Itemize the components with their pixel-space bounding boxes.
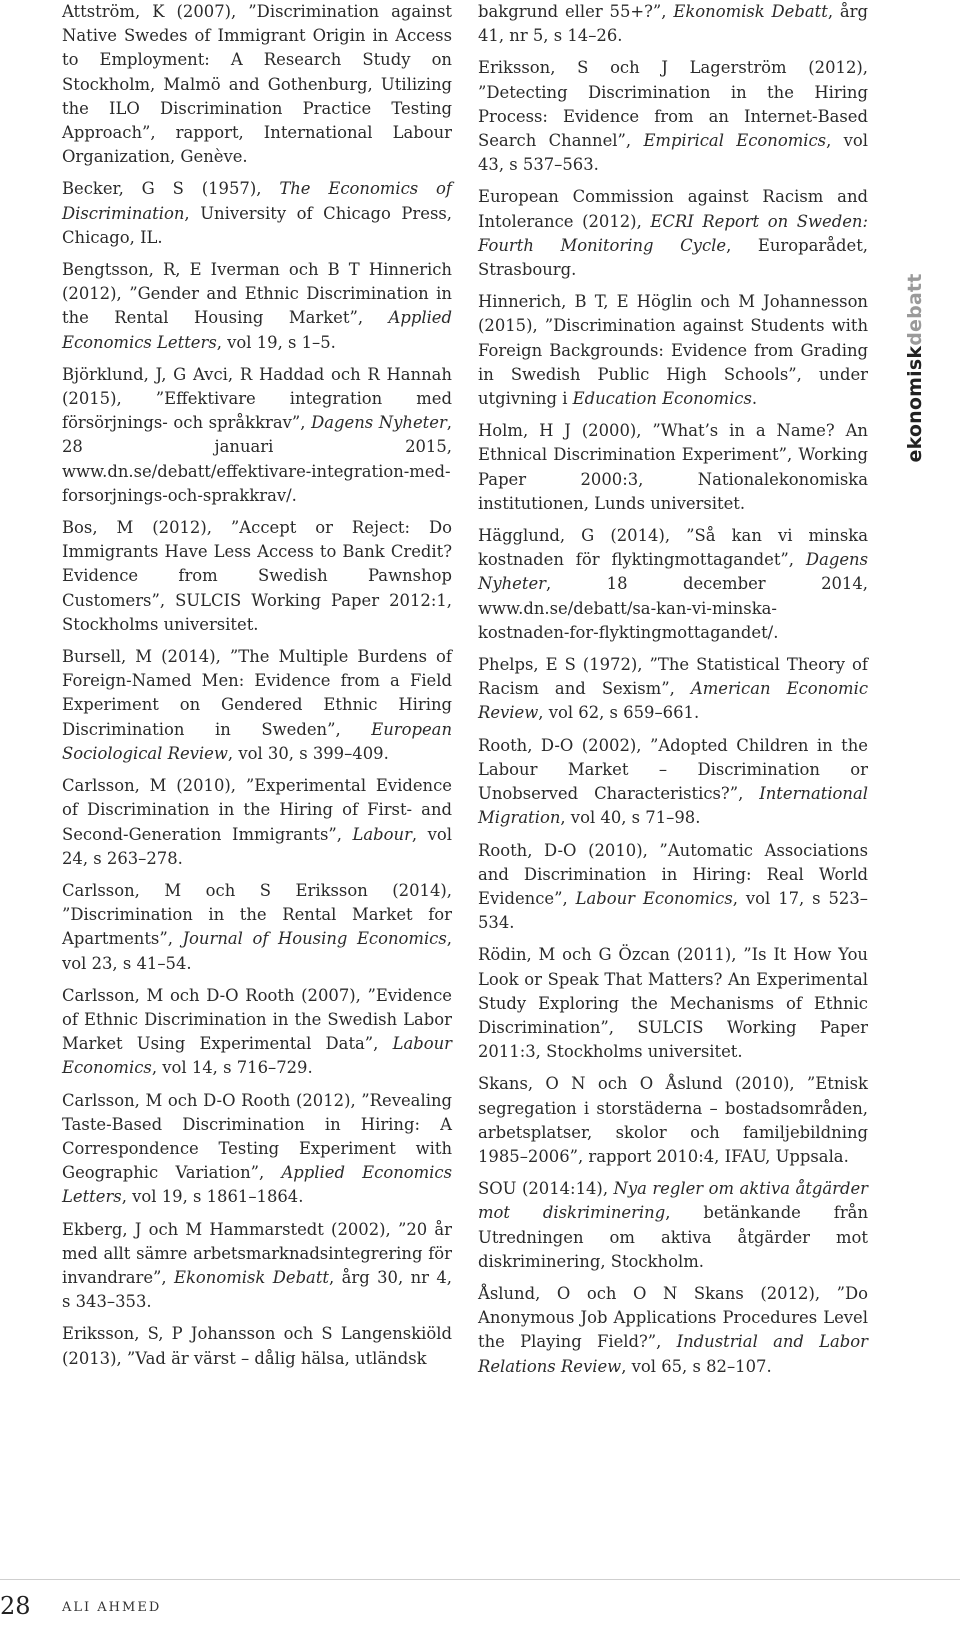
reference-entry (478, 56, 868, 177)
side-label-part1: ekonomisk (904, 345, 926, 463)
reference-details: , vol 23, s 41–54. (62, 929, 452, 973)
reference-text: Åslund, O och O N Skans (2012), ”Do Anonymous Job Applications Procedures Level the Playing Field?”, (478, 1283, 868, 1352)
page-number: 28 (0, 1592, 31, 1620)
reference-entry (62, 645, 452, 766)
reference-details: , vol 17, s 523–534. (478, 888, 868, 933)
reference-entry (62, 516, 452, 637)
reference-text: Björklund, J, G Avci, R Haddad och R Hannah (2015), ”Effektivare integration med försörjnings- och språkkrav”, (62, 364, 452, 433)
reference-title-italic: Nya regler om aktiva åtgärder mot diskriminering (478, 1179, 868, 1223)
reference-entry (62, 984, 452, 1081)
page-footer (0, 1592, 960, 1622)
reference-title-italic: Labour Economics (62, 1034, 452, 1078)
reference-text: Bursell, M (2014), ”The Multiple Burdens of Foreign-Named Men: Evidence from a Field Experiment on Gendered Ethnic Hiring Discrimination in Sweden”, (62, 647, 452, 739)
reference-details: , vol 62, s 659–661. (538, 703, 700, 723)
reference-text: Ekberg, J och M Hammarstedt (2002), ”20 år med allt sämre arbetsmarknadsintegrering för invandrare”, (62, 1219, 452, 1287)
reference-details: , betänkande från Utredningen om aktiva åtgärder mot diskriminering, Stockholm. (478, 1203, 869, 1271)
reference-entry (478, 290, 868, 411)
reference-text: Becker, G S (1957), (62, 179, 280, 199)
reference-details: , Europarådet, Strasbourg. (478, 235, 868, 280)
reference-title-italic: ECRI Report on Sweden: Fourth Monitoring Cycle (478, 211, 868, 255)
side-label-part2: debatt (904, 273, 926, 346)
reference-title-italic: European Sociological Review (62, 719, 452, 763)
reference-details: . (751, 389, 758, 409)
reference-details: , vol 40, s 71–98. (560, 808, 701, 828)
reference-title-italic: The Economics of Discrimination (62, 179, 452, 223)
reference-text: Eriksson, S, P Johansson och S Langenskiöld (2013), ”Vad är värst – dålig hälsa, utländsk (62, 1324, 452, 1368)
reference-details: , 28 januari 2015, www.dn.se/debatt/effektivare-integration-med-forsorjnings-och-sprakkrav/. (62, 413, 452, 505)
reference-details: , vol 19, s 1–5. (216, 332, 336, 352)
reference-text: Skans, O N och O Åslund (2010), ”Etnisk segregation i storstäderna – bostadsområden, arbetsplatser, skolor och familjebildning 1985–2006”, rapport 2010:4, IFAU, Uppsala. (478, 1074, 868, 1166)
reference-title-italic: Empirical Economics (643, 131, 827, 151)
reference-title-italic: International Migration (478, 784, 868, 828)
reference-text: Bos, M (2012), ”Accept or Reject: Do Immigrants Have Less Access to Bank Credit? Evidence from Swedish Pawnshop Customers”, SULCIS Working Paper 2012:1, Stockholms universitet. (62, 518, 452, 634)
reference-text: Hägglund, G (2014), ”Så kan vi minska kostnaden för flyktingmottagandet”, (478, 526, 868, 570)
reference-entry (62, 0, 452, 169)
reference-details: , vol 19, s 1861–1864. (121, 1187, 304, 1207)
reference-text: Holm, H J (2000), ”What’s in a Name? An Ethnical Discrimination Experiment”, Working Paper 2000:3, Nationalekonomiska institutionen, Lunds universitet. (478, 421, 868, 513)
reference-details: , vol 65, s 82–107. (621, 1356, 772, 1376)
reference-entry (62, 363, 452, 508)
reference-entry (478, 524, 868, 645)
reference-title-italic: Applied Economics Letters (62, 1163, 452, 1207)
reference-title-italic: Ekonomisk Debatt (673, 2, 828, 21)
reference-column-left (62, 0, 452, 1379)
reference-text: SOU (2014:14), (478, 1179, 614, 1199)
reference-entry (62, 1089, 452, 1210)
reference-entry (62, 1322, 452, 1370)
reference-text: European Commission against Racism and Intolerance (2012), (478, 187, 868, 231)
reference-details: , vol 24, s 263–278. (62, 824, 452, 868)
reference-details: , vol 14, s 716–729. (151, 1058, 313, 1078)
reference-title-italic: Education Economics (572, 389, 752, 409)
reference-details: , vol 30, s 399–409. (227, 743, 389, 763)
reference-entry (478, 653, 868, 726)
reference-text: Carlsson, M (2010), ”Experimental Evidence of Discrimination in the Hiring of First- and Second-Generation Immigrants”, (62, 776, 452, 844)
reference-title-italic: Labour (352, 824, 412, 844)
reference-details: , 18 december 2014, www.dn.se/debatt/sa-kan-vi-minska-kostnaden-for-flyktingmottagandet/. (478, 574, 868, 642)
reference-text: Phelps, E S (1972), ”The Statistical Theory of Racism and Sexism”, (478, 655, 868, 699)
reference-details: , University of Chicago Press, Chicago, IL. (62, 203, 452, 247)
reference-text: Attström, K (2007), ”Discrimination against Native Swedes of Immigrant Origin in Access to Employment: A Research Study on Stockholm, Malmö and Gothenburg, Utilizing the ILO Discrimination Practice Testing Approach”, rapport, International Labour Organization, Genève. (62, 2, 452, 167)
reference-entry (478, 0, 868, 48)
running-author: ALI AHMED (62, 1600, 162, 1615)
reference-title-italic: Industrial and Labor Relations Review (478, 1332, 868, 1376)
reference-entry (62, 258, 452, 355)
reference-title-italic: Labour Economics (575, 888, 733, 908)
reference-text: Carlsson, M och D-O Rooth (2012), ”Revealing Taste-Based Discrimination in Hiring: A Correspondence Testing Experiment with Geographic Variation”, (62, 1090, 452, 1183)
reference-text: Carlsson, M och S Eriksson (2014), ”Discrimination in the Rental Market for Apartments”, (62, 880, 452, 949)
reference-text: Rödin, M och G Özcan (2011), ”Is It How You Look or Speak That Matters? An Experimental Study Exploring the Mechanisms of Ethnic Discrimination”, SULCIS Working Paper 2011:3, Stockholms universitet. (478, 945, 868, 1062)
reference-column-right (478, 0, 868, 1387)
reference-text: Eriksson, S och J Lagerström (2012), ”Detecting Discrimination in the Hiring Process: Evidence from an Internet-Based Search Channel”, (478, 58, 868, 151)
reference-entry (478, 943, 868, 1064)
reference-text: Rooth, D-O (2010), ”Automatic Associations and Discrimination in Hiring: Real World Evidence”, (478, 840, 868, 908)
footer-divider (0, 1579, 960, 1580)
reference-entry (62, 177, 452, 250)
reference-text: bakgrund eller 55+?”, (478, 2, 674, 21)
reference-text: Rooth, D-O (2002), ”Adopted Children in the Labour Market – Discrimination or Unobserved Characteristics?”, (478, 735, 868, 804)
reference-details: , årg 41, nr 5, s 14–26. (478, 2, 868, 46)
reference-title-italic: Dagens Nyheter (311, 413, 447, 433)
reference-entry (62, 1218, 452, 1315)
reference-text: Hinnerich, B T, E Höglin och M Johannesson (2015), ”Discrimination against Students with Foreign Backgrounds: Evidence from Grading in Swedish Public High Schools”, under utgivning i (478, 292, 868, 409)
reference-title-italic: Ekonomisk Debatt (174, 1267, 330, 1287)
reference-text: Bengtsson, R, E Iverman och B T Hinnerich (2012), ”Gender and Ethnic Discrimination in the Rental Housing Market”, (62, 260, 452, 328)
reference-entry (478, 1072, 868, 1169)
reference-text: Carlsson, M och D-O Rooth (2007), ”Evidence of Ethnic Discrimination in the Swedish Labor Market Using Experimental Data”, (62, 985, 452, 1054)
reference-entry (478, 1177, 868, 1274)
reference-entry (478, 185, 868, 282)
reference-title-italic: Dagens Nyheter (478, 550, 868, 594)
reference-entry (478, 1282, 868, 1379)
reference-entry (478, 839, 868, 936)
reference-title-italic: Applied Economics Letters (62, 308, 452, 352)
side-label (895, 268, 935, 468)
reference-entry (62, 879, 452, 976)
reference-title-italic: American Economic Review (478, 679, 868, 723)
reference-entry (478, 419, 868, 516)
reference-title-italic: Journal of Housing Economics (182, 929, 447, 949)
reference-entry (62, 774, 452, 871)
reference-details: , vol 43, s 537–563. (478, 131, 868, 175)
reference-details: , årg 30, nr 4, s 343–353. (62, 1267, 453, 1312)
journal-name (904, 274, 926, 463)
reference-entry (478, 734, 868, 831)
